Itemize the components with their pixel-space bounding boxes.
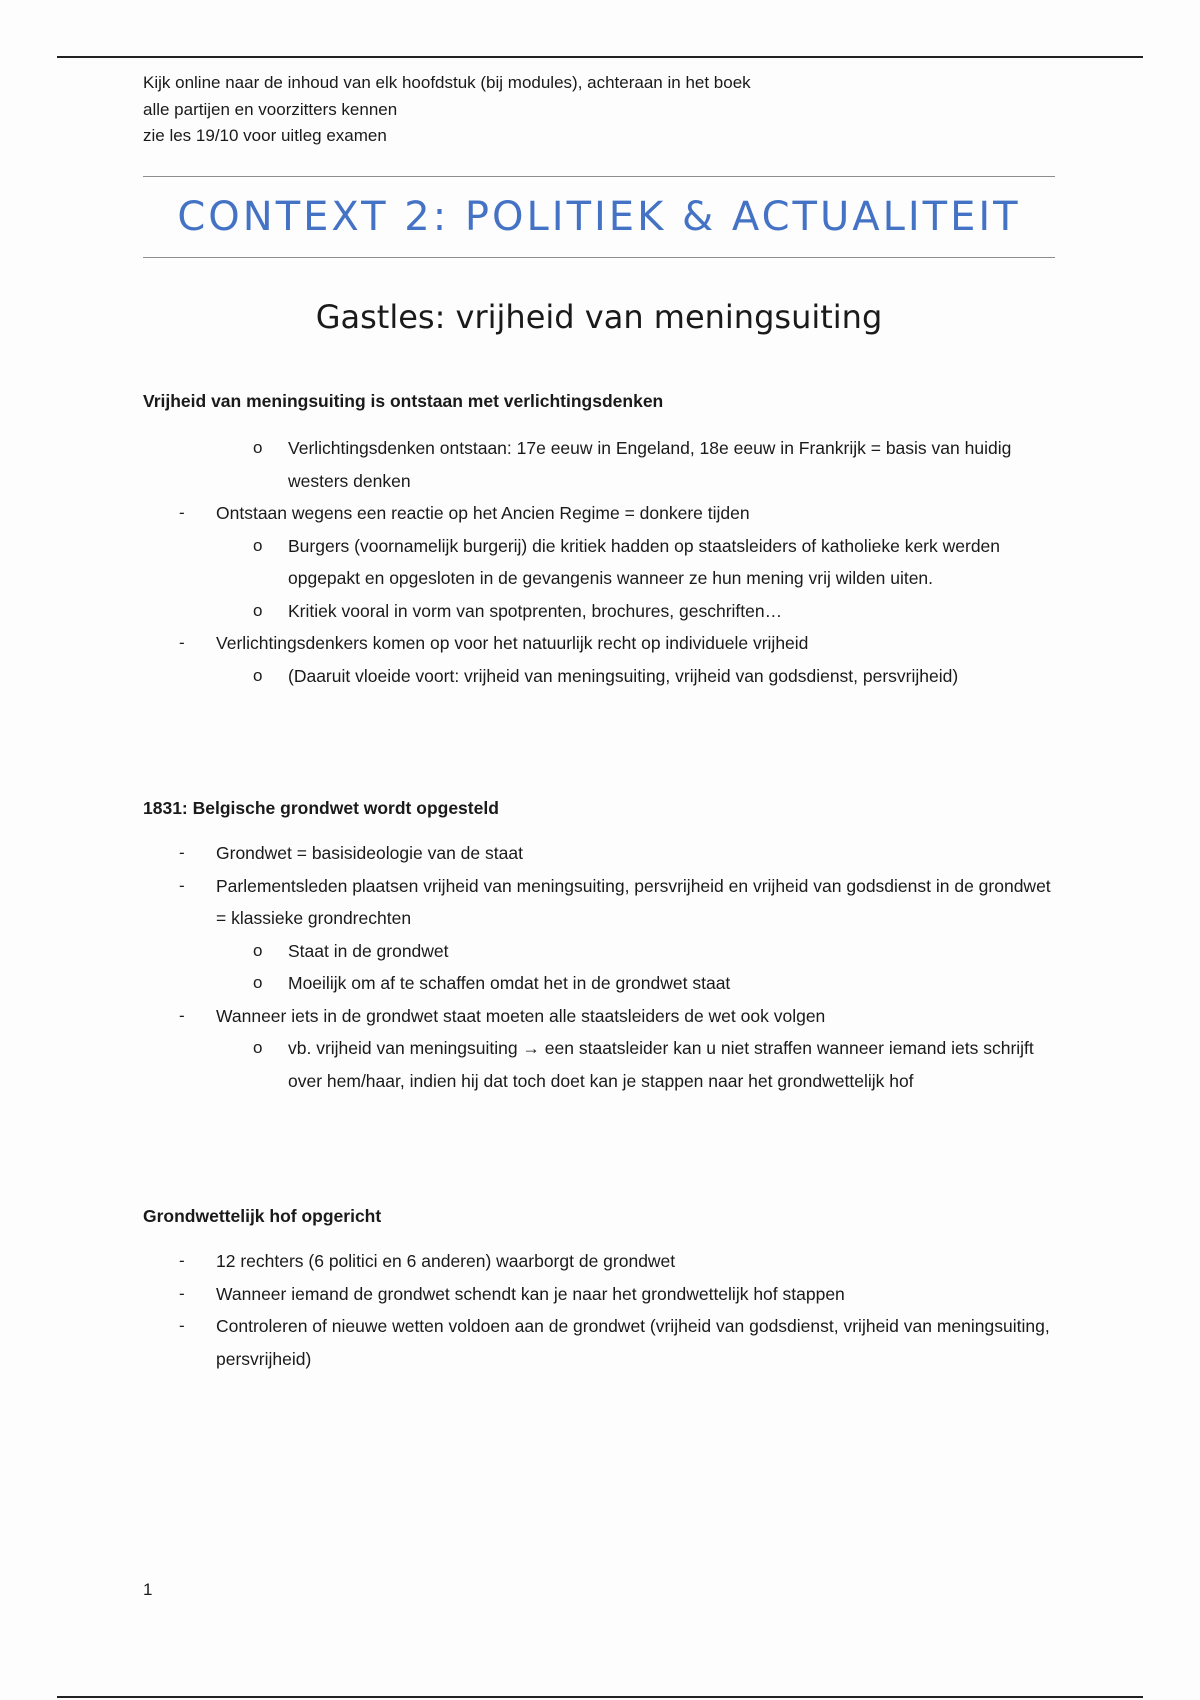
intro-line: Kijk online naar de inhoud van elk hoofdstuk (bij modules), achteraan in het boek [143, 73, 751, 92]
circle-bullet-icon: o [253, 973, 263, 992]
list-item-text: Verlichtingsdenken ontstaan: 17e eeuw in Engeland, 18e eeuw in Frankrijk = basis van huidig westers denken [288, 438, 1012, 491]
bullet-list [143, 432, 1055, 692]
list-item [143, 837, 1055, 870]
list-item [143, 627, 1055, 660]
page-number: 1 [143, 1580, 153, 1599]
list-item [143, 935, 1055, 968]
list-item-text: Kritiek vooral in vorm van spotprenten, brochures, geschriften… [288, 600, 783, 621]
circle-bullet-icon: o [253, 1038, 263, 1057]
dash-bullet-icon: - [179, 1005, 185, 1025]
list-item [143, 497, 1055, 530]
list-item-text: Verlichtingsdenkers komen op voor het natuurlijk recht op individuele vrijheid [216, 633, 809, 653]
list-item-text: (Daaruit vloeide voort: vrijheid van meningsuiting, vrijheid van godsdienst, persvrijheid) [288, 665, 959, 686]
list-item [143, 1245, 1055, 1278]
list-item-text: Burgers (voornamelijk burgerij) die kritiek hadden op staatsleiders of katholieke kerk werden opgepakt en opgesloten in de gevangenis wanneer ze hun mening vrij wilden uiten. [288, 535, 1001, 588]
list-item-text: Ontstaan wegens een reactie op het Ancien Regime = donkere tijden [216, 503, 750, 523]
dash-bullet-icon: - [179, 1316, 185, 1335]
list-item-text: Controleren of nieuwe wetten voldoen aan de grondwet (vrijheid van godsdienst, vrijheid van meningsuiting, persvrijheid) [216, 1316, 1050, 1369]
section-grondwettelijk-hof [143, 1203, 1055, 1375]
intro-line: alle partijen en voorzitters kennen [143, 99, 398, 119]
list-item [143, 432, 1055, 497]
document-body [143, 70, 1055, 1369]
section-grondwet [143, 795, 1055, 1097]
section-heading: Vrijheid van meningsuiting is ontstaan met verlichtingsdenken [143, 391, 664, 411]
bullet-list [143, 1245, 1055, 1375]
dash-bullet-icon: - [179, 843, 185, 862]
bullet-list [143, 837, 1055, 1097]
header-rule [57, 56, 1143, 58]
dash-bullet-icon: - [179, 1283, 185, 1303]
list-item [143, 870, 1055, 935]
dash-bullet-icon: - [179, 503, 185, 522]
page-title: CONTEXT 2: POLITIEK & ACTUALITEIT [177, 193, 1021, 240]
list-item [143, 1000, 1055, 1033]
list-item-text: Moeilijk om af te schaffen omdat het in de grondwet staat [288, 973, 731, 993]
section-heading: 1831: Belgische grondwet wordt opgesteld [143, 798, 499, 818]
title-block [143, 176, 1055, 258]
circle-bullet-icon: o [253, 438, 263, 457]
list-item [143, 1310, 1055, 1375]
list-item-text: Wanneer iets in de grondwet staat moeten alle staatsleiders de wet ook volgen [216, 1005, 826, 1026]
list-item [143, 530, 1055, 595]
page-subtitle: Gastles: vrijheid van meningsuiting [315, 297, 883, 336]
circle-bullet-icon: o [253, 600, 263, 620]
dash-bullet-icon: - [179, 633, 185, 652]
list-item-text: Staat in de grondwet [288, 940, 449, 961]
section-heading: Grondwettelijk hof opgericht [143, 1206, 382, 1226]
list-item [143, 967, 1055, 1000]
list-item [143, 1032, 1055, 1097]
list-item-text: 12 rechters (6 politici en 6 anderen) waarborgt de grondwet [216, 1251, 676, 1271]
circle-bullet-icon: o [253, 535, 263, 555]
circle-bullet-icon: o [253, 665, 263, 685]
list-item [143, 595, 1055, 628]
dash-bullet-icon: - [179, 875, 185, 895]
intro-line: zie les 19/10 voor uitleg examen [143, 126, 387, 145]
dash-bullet-icon: - [179, 1251, 185, 1270]
list-item-text: Parlementsleden plaatsen vrijheid van meningsuiting, persvrijheid en vrijheid van godsdienst in de grondwet = klassieke grondrechten [216, 875, 1051, 928]
list-item-text: Wanneer iemand de grondwet schendt kan je naar het grondwettelijk hof stappen [216, 1283, 845, 1304]
circle-bullet-icon: o [253, 940, 263, 960]
footer-rule [57, 1696, 1143, 1698]
section-verlichting [143, 388, 1055, 692]
list-item [143, 1278, 1055, 1311]
list-item [143, 660, 1055, 693]
list-item-text: vb. vrijheid van meningsuiting → een staatsleider kan u niet straffen wanneer iemand iets schrijft over hem/haar, indien hij dat toch doet kan je stappen naar het grondwettelijk hof [288, 1038, 1034, 1091]
list-item-text: Grondwet = basisideologie van de staat [216, 843, 523, 863]
